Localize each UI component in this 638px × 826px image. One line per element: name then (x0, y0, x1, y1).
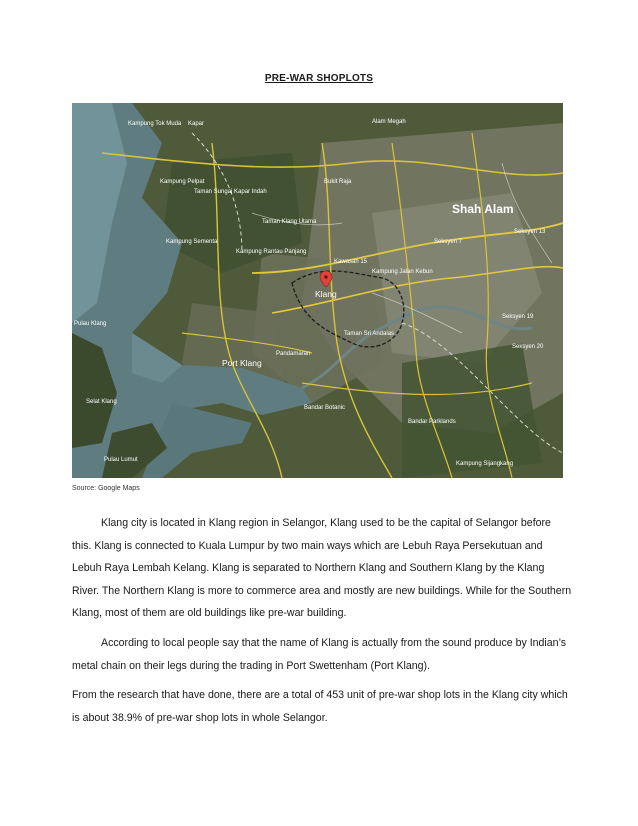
map-label-kampung-tok-muda: Kampung Tok Muda (128, 121, 182, 127)
map-label-kampung-rantau-panjang: Kampung Rantau Panjang (236, 249, 307, 255)
map-label-bukit-raja: Bukit Raja (324, 179, 352, 185)
paragraph-text: Klang city is located in Klang region in Selangor, Klang used to be the capital of Selangor before this. Klang is connected to Kuala Lumpur by two main ways which are Lebuh Raya Persekutuan and Lebuh Raya Lembah Kelang. Klang is separated to Northern Klang and Southern Klang by the Klang River. The Northern Klang is more to commerce area and mostly are new buildings. While for the Southern Klang, most of them are old buildings like pre-war building. (72, 517, 572, 619)
map-label-taman-sungai: Taman Sungai Kapar Indah (194, 189, 267, 195)
page-title: PRE-WAR SHOPLOTS (264, 73, 374, 84)
map-label-taman-sri-andalas: Taman Sri Andalas (344, 331, 395, 337)
map-label-pulau-klang: Pulau Klang (74, 321, 107, 327)
map-label-kampung-pelpat: Kampung Pelpat (160, 179, 205, 185)
map-label-shah-alam: Shah Alam (452, 202, 514, 216)
map-label-kapar: Kapar (188, 121, 205, 127)
map-label-bandar-parklands: Bandar Parklands (408, 419, 456, 425)
satellite-map (72, 103, 563, 478)
map-caption: Source: Google Maps (72, 485, 140, 492)
map-label-klang: Klang (315, 289, 337, 299)
map-label-kampung-sijangkang: Kampung Sijangkang (456, 461, 514, 467)
map-label-port-klang: Port Klang (222, 358, 262, 368)
map-label-seksyen-20: Seksyen 20 (512, 344, 544, 350)
map-label-seksyen-13: Seksyen 13 (514, 229, 546, 235)
paragraph-text: According to local people say that the name of Klang is actually from the sound produce by Indian’s metal chain on their legs during the trading in Port Swettenham (Port Klang). (72, 637, 567, 672)
map-label-jalan-kebun: Kampung Jalan Kebun (372, 269, 433, 275)
map-label-alam-megah: Alam Megah (372, 119, 406, 125)
map-label-pulau-lumut: Pulau Lumut (104, 457, 138, 463)
paragraph-text: From the research that have done, there are a total of 453 unit of pre-war shop lots in the Klang city which is about 38.9% of pre-war shop lots in whole Selangor. (72, 689, 568, 724)
map-label-kampung-sementa: Kampung Sementa (166, 239, 218, 245)
map-label-pandamaran: Pandamaran (276, 351, 311, 357)
paragraph (72, 512, 572, 625)
map-label-taman-klang-utama: Taman Klang Utama (262, 219, 317, 225)
map-label-seksyen-19: Seksyen 19 (502, 314, 534, 320)
map-label-seksyen-7: Seksyen 7 (434, 239, 463, 245)
map-label-kawasan: Kawasan 15 (334, 259, 368, 265)
map-label-selat-klang: Selat Klang (86, 399, 117, 405)
map-label-bandar-botanic: Bandar Botanic (304, 405, 346, 411)
paragraph (72, 632, 572, 677)
paragraph (72, 684, 572, 729)
